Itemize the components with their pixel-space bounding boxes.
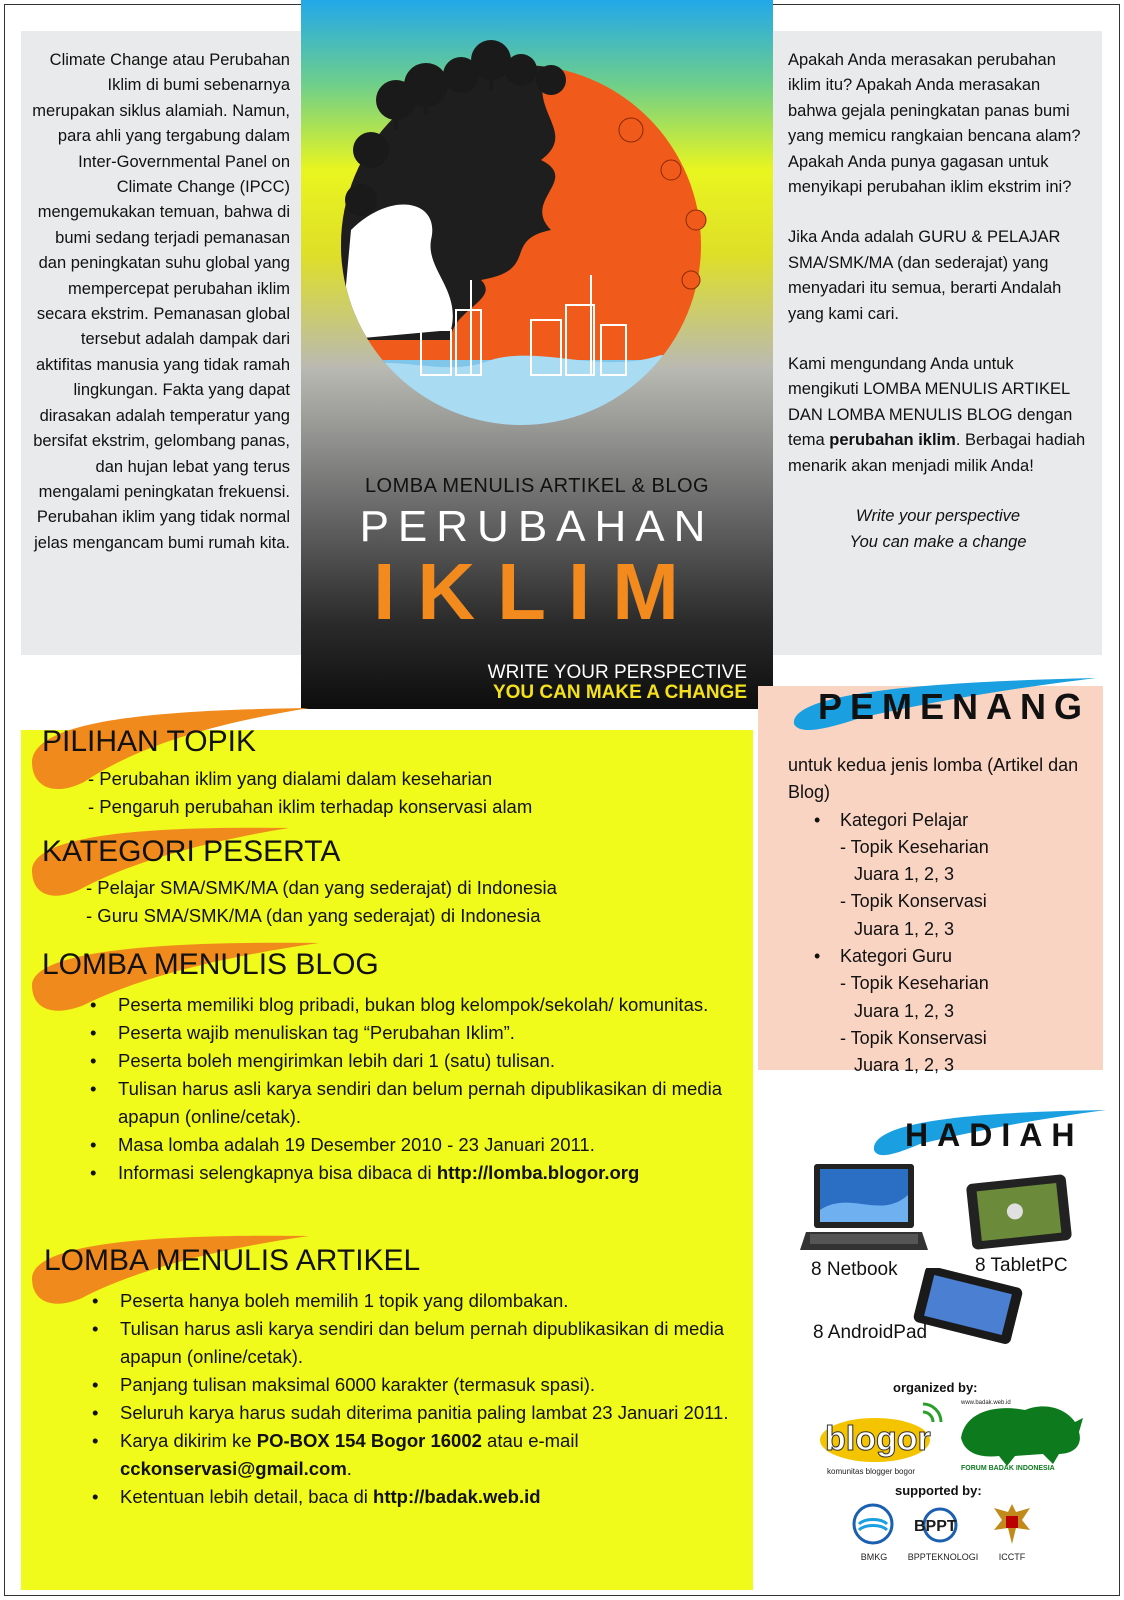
intro-right-p1: Apakah Anda merasakan perubahan iklim itu? Apakah Anda merasakan bahwa gejala peningkatan panas bumi yang memicu rangkaian bencana alam? Apakah Anda punya gagasan untuk menyikapi perubahan iklim ekstrim ini? [788, 51, 1081, 197]
pemenang-intro: untuk kedua jenis lomba (Artikel dan Blog) [788, 755, 1079, 803]
list-item: - Guru SMA/SMK/MA (dan yang sederajat) di Indonesia [86, 905, 541, 926]
svg-text:komunitas blogger bogor: komunitas blogger bogor [827, 1467, 916, 1476]
poster [301, 0, 773, 709]
list-item: - Perubahan iklim yang dialami dalam keseharian [88, 768, 493, 789]
list-item: - Pelajar SMA/SMK/MA (dan yang sederajat) di Indonesia [86, 877, 557, 898]
blogor-logo [815, 1400, 945, 1480]
list-item: - Topik Konservasi [840, 1027, 987, 1048]
netbook-label: 8 Netbook [811, 1259, 898, 1280]
svg-text:blogor: blogor [825, 1420, 931, 1458]
quote-line-1: Write your perspective [855, 507, 1021, 526]
list-item: • Ketentuan lebih detail, baca di http://badak.web.id [90, 1483, 730, 1511]
blog-link[interactable]: http://lomba.blogor.org [436, 1162, 640, 1183]
list-item: • Informasi selengkapnya bisa dibaca di http://lomba.blogor.org [88, 1159, 728, 1187]
list-item: • Peserta boleh mengirimkan lebih dari 1 (satu) tulisan. [88, 1047, 728, 1075]
rhino-logo [955, 1398, 1087, 1472]
list-item: • Karya dikirim ke PO-BOX 154 Bogor 16002 atau e-mail cckonservasi@gmail.com. [90, 1427, 730, 1483]
garuda-icon [990, 1500, 1034, 1548]
bmkg-logo [851, 1502, 895, 1546]
badak-link[interactable]: http://badak.web.id [373, 1486, 541, 1507]
bppt-label: BPPTEKNOLOGI [907, 1552, 979, 1562]
intro-left-text: Climate Change atau Perubahan Iklim di bumi sebenarnya merupakan siklus alamiah. Namun, para ahli yang tergabung dalam Inter-Governmental Panel on Climate Change (IPCC) mengemukakan temuan, bahwa di bumi sedang terjadi pemanasan dan peningkatan suhu global yang mempercepat perubahan iklim secara ekstrim. Pemanasan global tersebut adalah dampak dari aktifitas manusia yang tidak ramah lingkungan. Fakta yang dapat dirasakan adalah temperatur yang bersifat ekstrim, gelombang panas, dan hujan lebat yang terus mengalami peningkatan frekuensi. Perubahan iklim yang tidak normal jelas mengancam bumi rumah kita. [32, 51, 290, 552]
list-item: • Masa lomba adalah 19 Desember 2010 - 23 Januari 2011. [88, 1131, 728, 1159]
poster-tagline-2: YOU CAN MAKE A CHANGE [492, 682, 747, 703]
kategori-peserta-list [86, 874, 557, 930]
svg-text:FORUM BADAK INDONESIA: FORUM BADAK INDONESIA [961, 1465, 1055, 1472]
list-item: Juara 1, 2, 3 [854, 1055, 955, 1076]
list-item: Juara 1, 2, 3 [854, 1000, 955, 1021]
list-item: • Kategori Pelajar [788, 807, 1088, 834]
lomba-blog-list [88, 991, 728, 1187]
pilihan-topik-title: PILIHAN TOPIK [42, 725, 256, 758]
poster-title-iklim: IKLIM [373, 547, 701, 636]
svg-text:BPPT: BPPT [914, 1518, 957, 1535]
email-link[interactable]: cckonservasi@gmail.com [120, 1458, 347, 1479]
androidpad-label: 8 AndroidPad [813, 1322, 928, 1343]
kategori-peserta-title: KATEGORI PESERTA [42, 835, 341, 868]
lomba-artikel-title: LOMBA MENULIS ARTIKEL [44, 1244, 421, 1277]
intro-right-p2: Jika Anda adalah GURU & PELAJAR SMA/SMK/MA (dan sederajat) yang menyadari itu semua, berarti Andalah yang kami cari. [788, 228, 1062, 323]
list-item: • Tulisan harus asli karya sendiri dan belum pernah dipublikasikan di media apapun (online/cetak). [90, 1315, 730, 1371]
hadiah-title: HADIAH [905, 1117, 1084, 1153]
bppt-logo [910, 1506, 974, 1544]
intro-right-p3: Kami mengundang Anda untuk mengikuti LOMBA MENULIS ARTIKEL DAN LOMBA MENULIS BLOG dengan tema perubahan iklim. Berbagai hadiah menarik akan menjadi milik Anda! [788, 355, 1086, 475]
organized-by-label: organized by: [893, 1380, 978, 1395]
netbook-icon [800, 1160, 930, 1260]
list-item: • Panjang tulisan maksimal 6000 karakter (termasuk spasi). [90, 1371, 730, 1399]
list-item: • Tulisan harus asli karya sendiri dan belum pernah dipublikasikan di media apapun (online/cetak). [88, 1075, 728, 1131]
poster-tagline-1: WRITE YOUR PERSPECTIVE [487, 662, 747, 683]
intro-right-text [788, 48, 1088, 555]
list-item: - Pengaruh perubahan iklim terhadap konservasi alam [88, 796, 533, 817]
list-item: - Topik Keseharian [840, 973, 989, 994]
list-item: • Seluruh karya harus sudah diterima panitia paling lambat 23 Januari 2011. [90, 1399, 730, 1427]
list-item: Juara 1, 2, 3 [854, 918, 955, 939]
tablet-label: 8 TabletPC [975, 1255, 1068, 1276]
tablet-icon [965, 1173, 1075, 1253]
list-item: - Topik Konservasi [840, 891, 987, 912]
pilihan-topik-list [88, 765, 532, 821]
poster-subtitle: LOMBA MENULIS ARTIKEL & BLOG [364, 475, 710, 497]
pemenang-title: PEMENANG [818, 686, 1091, 727]
svg-text:www.badak.web.id: www.badak.web.id [961, 1400, 1011, 1406]
bmkg-label: BMKG [860, 1552, 888, 1562]
pemenang-list [788, 752, 1088, 1080]
list-item: Juara 1, 2, 3 [854, 864, 955, 885]
list-item: - Topik Keseharian [840, 836, 989, 857]
poster-title-perubahan: PERUBAHAN [359, 502, 715, 551]
supported-by-label: supported by: [895, 1483, 982, 1498]
list-item: • Peserta hanya boleh memilih 1 topik yang dilombakan. [90, 1287, 730, 1315]
androidpad-icon [910, 1268, 1030, 1348]
lomba-artikel-list [90, 1287, 730, 1511]
icctf-label: ICCTF [998, 1552, 1026, 1562]
lomba-blog-title: LOMBA MENULIS BLOG [42, 948, 379, 981]
quote-line-2: You can make a change [849, 532, 1027, 551]
list-item: • Kategori Guru [788, 943, 1088, 970]
list-item: • Peserta wajib menuliskan tag “Perubahan Iklim”. [88, 1019, 728, 1047]
list-item: • Peserta memiliki blog pribadi, bukan blog kelompok/sekolah/ komunitas. [88, 991, 728, 1019]
